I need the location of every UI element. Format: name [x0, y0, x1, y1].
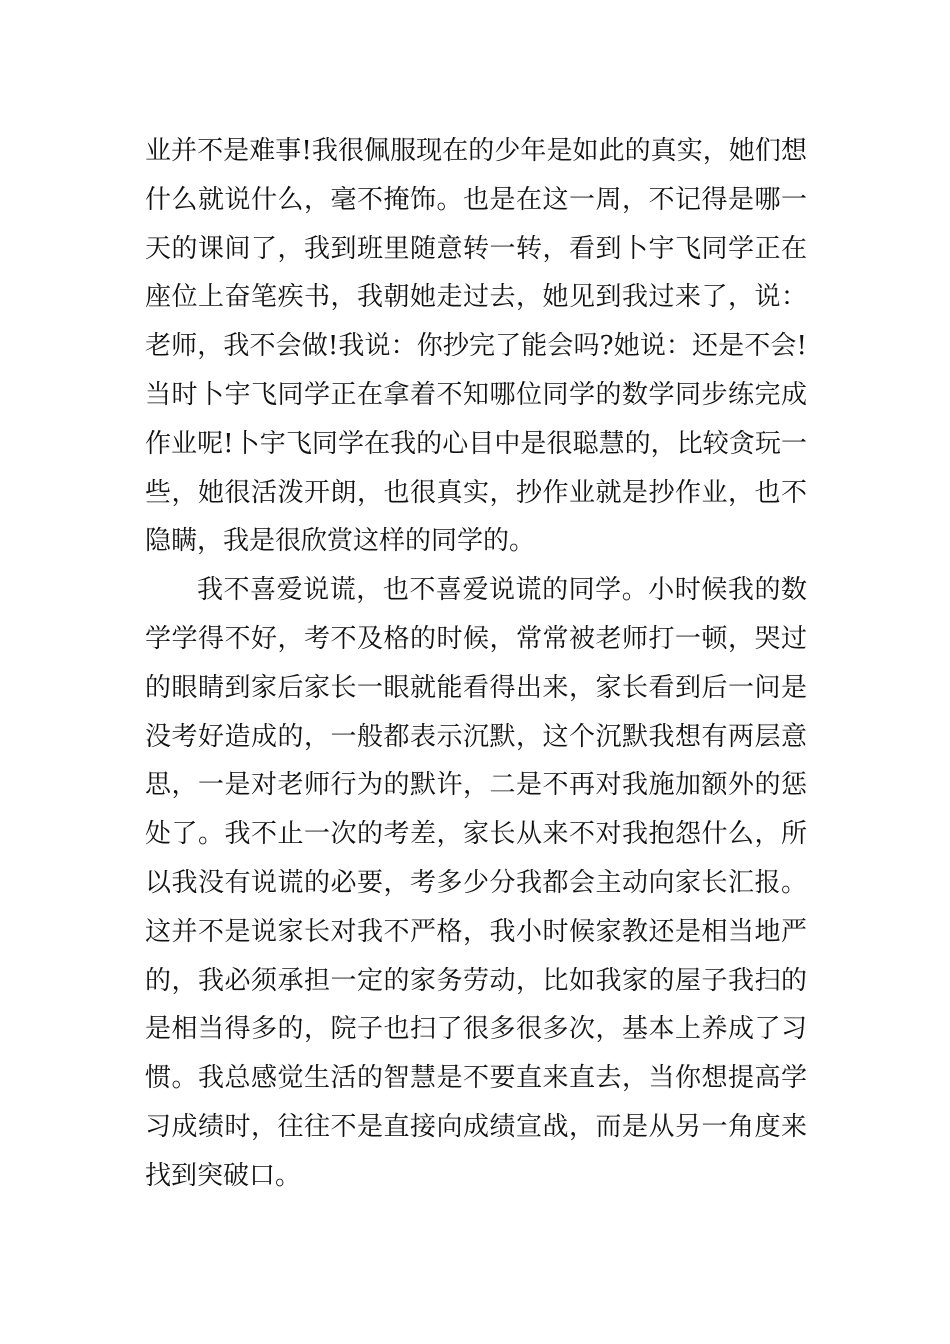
text-line: 座位上奋笔疾书，我朝她走过去，她见到我过来了，说： [145, 282, 807, 313]
text-line: 是相当得多的，院子也扫了很多很多次，基本上养成了习 [145, 1014, 807, 1045]
text-line: 作业呢!卜宇飞同学在我的心目中是很聪慧的，比较贪玩一 [145, 428, 807, 459]
text-line: 没考好造成的，一般都表示沉默，这个沉默我想有两层意 [145, 721, 807, 752]
text-line: 业并不是难事!我很佩服现在的少年是如此的真实，她们想 [145, 136, 807, 166]
text-line: 找到突破口。 [145, 1160, 302, 1191]
body-text [145, 127, 807, 1201]
text-line: 这并不是说家长对我不严格，我小时候家教还是相当地严 [145, 916, 807, 947]
text-line: 老师，我不会做!我说：你抄完了能会吗?她说：还是不会! [145, 331, 807, 362]
text-line: 以我没有说谎的必要，考多少分我都会主动向家长汇报。 [145, 867, 807, 898]
text-line: 的，我必须承担一定的家务劳动，比如我家的屋子我扫的 [145, 965, 807, 996]
text-line: 些，她很活泼开朗，也很真实，抄作业就是抄作业，也不 [145, 477, 807, 508]
text-line: 学学得不好，考不及格的时候，常常被老师打一顿，哭过 [145, 623, 807, 654]
text-line: 天的课间了，我到班里随意转一转，看到卜宇飞同学正在 [145, 233, 807, 264]
text-line: 思，一是对老师行为的默许，二是不再对我施加额外的惩 [145, 770, 807, 801]
text-line: 惯。我总感觉生活的智慧是不要直来直去，当你想提高学 [145, 1063, 807, 1094]
text-line: 隐瞒，我是很欣赏这样的同学的。 [145, 526, 536, 557]
text-line: 的眼睛到家后家长一眼就能看得出来，家长看到后一问是 [145, 672, 807, 703]
text-line: 当时卜宇飞同学正在拿着不知哪位同学的数学同步练完成 [145, 379, 807, 410]
text-line: 处了。我不止一次的考差，家长从来不对我抱怨什么，所 [145, 819, 807, 850]
text-line: 什么就说什么，毫不掩饰。也是在这一周，不记得是哪一 [145, 184, 807, 215]
paragraph-first-line: 我不喜爱说谎，也不喜爱说谎的同学。小时候我的数 [197, 575, 807, 606]
text-line: 习成绩时，往往不是直接向成绩宣战，而是从另一角度来 [145, 1111, 807, 1142]
